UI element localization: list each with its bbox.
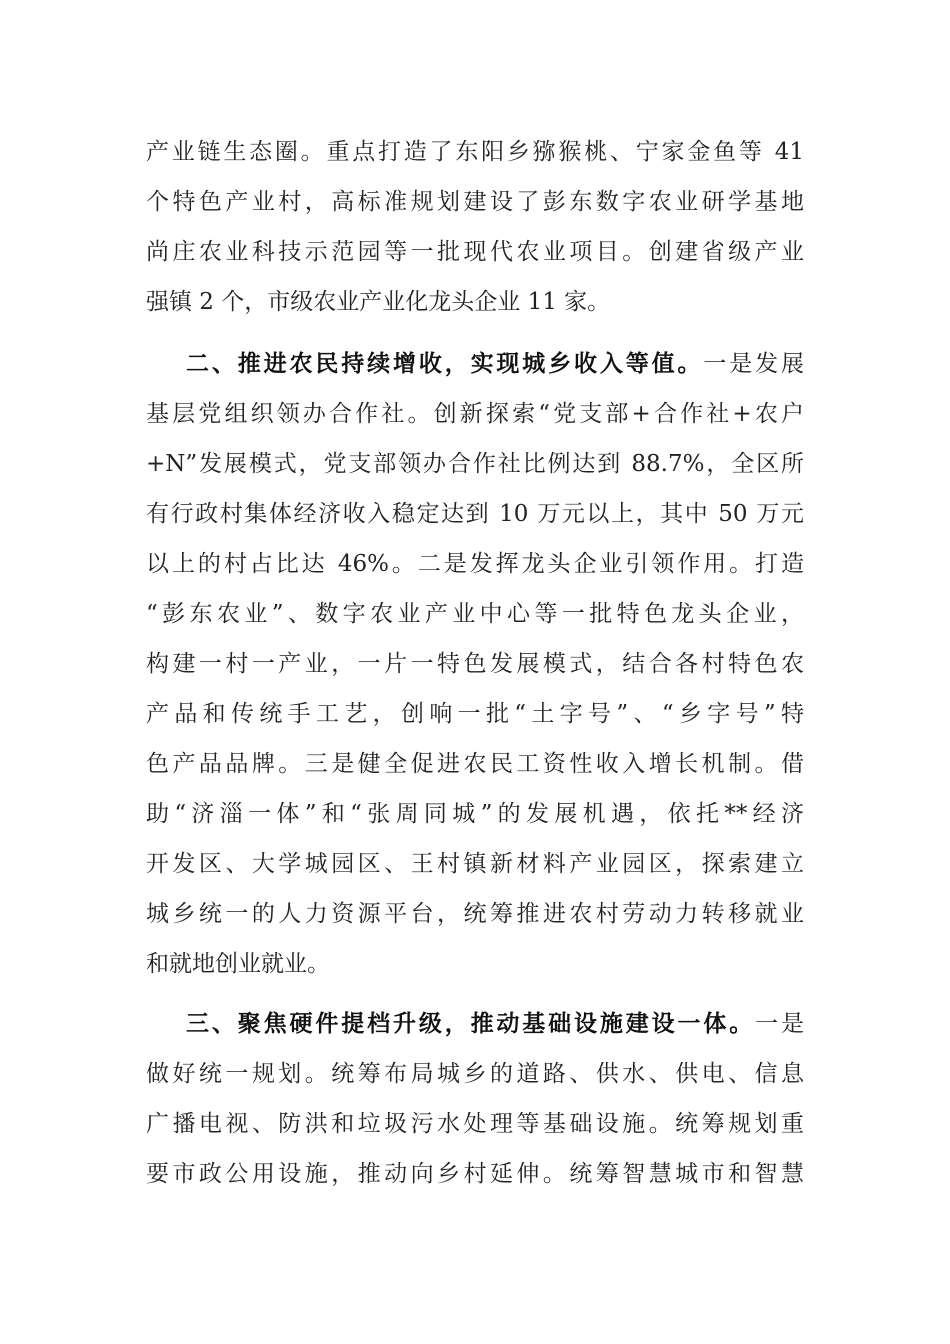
paragraph-line: 有行政村集体经济收入稳定达到 10 万元以上，其中 50 万元 [146, 501, 804, 527]
paragraph-line: 基层党组织领办合作社。创新探索“党支部+合作社+农户 [146, 401, 804, 427]
paragraph-line: 做好统一规划。统筹布局城乡的道路、供水、供电、信息 [146, 1061, 804, 1087]
paragraph-line: 色产品品牌。三是健全促进农民工资性收入增长机制。借 [146, 751, 804, 777]
paragraph-line: 城乡统一的人力资源平台，统筹推进农村劳动力转移就业 [146, 901, 804, 927]
paragraph-line: 产品和传统手工艺，创响一批“土字号”、“乡字号”特 [146, 701, 804, 727]
paragraph-line: “彭东农业”、数字农业产业中心等一批特色龙头企业， [146, 601, 804, 627]
paragraph-line: 强镇 2 个，市级农业产业化龙头企业 11 家。 [146, 289, 611, 315]
paragraph-line: 以上的村占比达 46%。二是发挥龙头企业引领作用。打造 [146, 551, 804, 577]
paragraph-line: 个特色产业村，高标准规划建设了彭东数字农业研学基地 [146, 189, 804, 215]
paragraph-line: 广播电视、防洪和垃圾污水处理等基础设施。统筹规划重 [146, 1111, 804, 1137]
paragraph-text: 一是 [755, 1011, 804, 1037]
paragraph-line: 要市政公用设施，推动向乡村延伸。统筹智慧城市和智慧 [146, 1161, 804, 1187]
paragraph-line: 构建一村一产业，一片一特色发展模式，结合各村特色农 [146, 651, 804, 677]
paragraph-first-line [186, 1004, 804, 1044]
section-heading: 三、聚焦硬件提档升级，推动基础设施建设一体。 [186, 1010, 756, 1037]
paragraph-text: 一是发展 [703, 351, 804, 377]
paragraph-line: +N”发展模式，党支部领办合作社比例达到 88.7%，全区所 [146, 451, 804, 477]
paragraph-line: 开发区、大学城园区、王村镇新材料产业园区，探索建立 [146, 851, 804, 877]
paragraph-line: 产业链生态圈。重点打造了东阳乡猕猴桃、宁家金鱼等 41 [146, 139, 804, 165]
section-heading: 二、推进农民持续增收，实现城乡收入等值。 [186, 350, 704, 377]
paragraph-line: 尚庄农业科技示范园等一批现代农业项目。创建省级产业 [146, 239, 804, 265]
paragraph-line: 助“济淄一体”和“张周同城”的发展机遇，依托**经济 [146, 801, 804, 827]
paragraph-first-line [186, 344, 804, 384]
paragraph-line: 和就地创业就业。 [146, 951, 330, 977]
